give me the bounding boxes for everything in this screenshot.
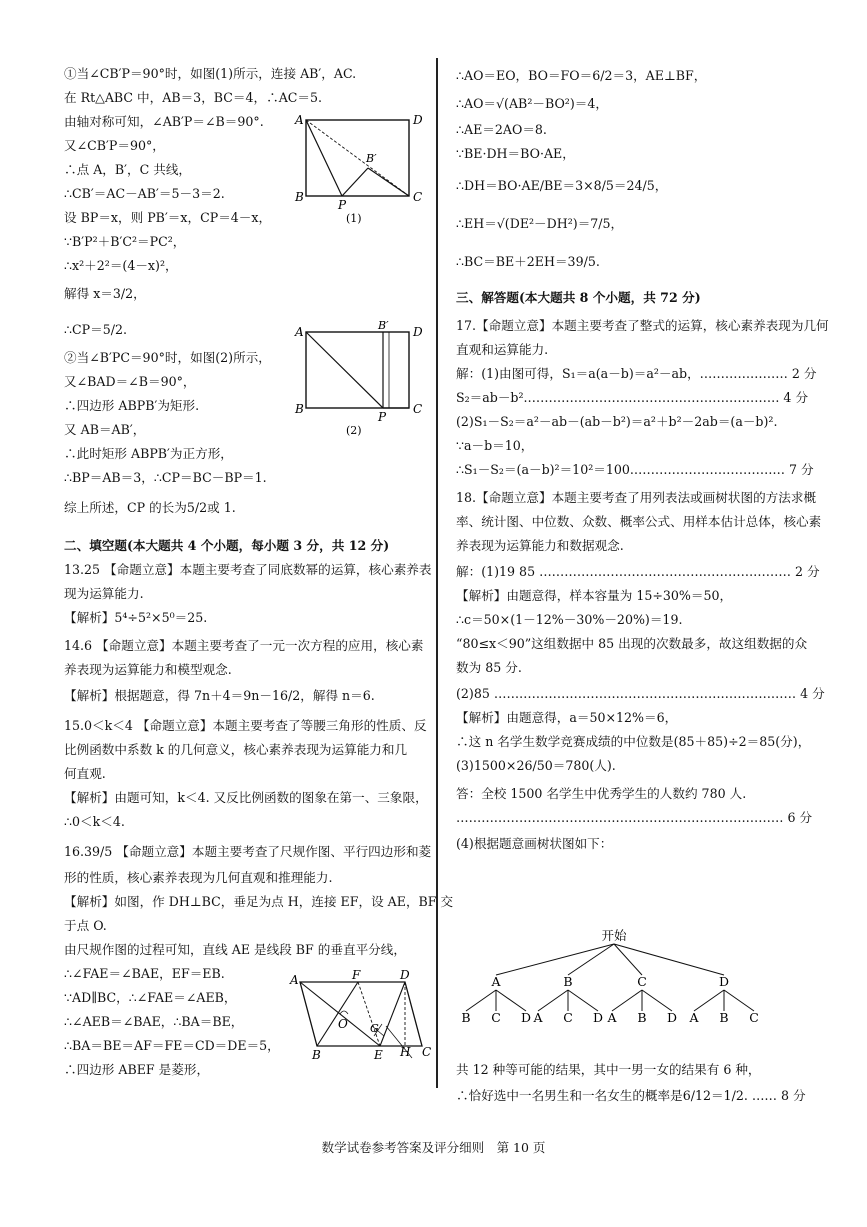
tree-node-level2: A — [689, 1010, 699, 1025]
text-line: 比例函数中系数 k 的几何意义，核心素养表现为运算能力和几 — [64, 742, 408, 757]
tree-edge — [496, 990, 526, 1011]
fig2-caption: (2) — [346, 424, 362, 437]
text-line: ②当∠B′PC＝90°时，如图(2)所示， — [64, 350, 271, 365]
text-line: 解：(1)由图可得，S₁＝a(a－b)＝a²－ab，………………… 2 分 — [456, 366, 817, 381]
fig3-label: H — [400, 1045, 411, 1059]
text-line: ∵AD∥BC，∴∠FAE＝∠AEB， — [64, 990, 237, 1005]
fig3-label: F — [352, 968, 361, 982]
text-line: 现为运算能力. — [64, 586, 144, 601]
text-line: 在 Rt△ABC 中，AB＝3，BC＝4，∴AC＝5. — [64, 90, 323, 105]
fig1-label: B′ — [366, 152, 377, 165]
tree-edge — [466, 990, 496, 1011]
tree-edge — [568, 990, 598, 1011]
fig2-label: B′ — [378, 320, 389, 332]
text-line: 又 AB＝AB′， — [64, 422, 146, 437]
text-line: 17.【命题立意】本题主要考查了整式的运算，核心素养表现为几何 — [456, 318, 829, 333]
text-line: 【解析】5⁴÷5²×5⁰＝25. — [64, 610, 208, 625]
text-line: 解得 x＝3/2， — [64, 286, 146, 301]
column-divider — [436, 58, 438, 1088]
text-line: ①当∠CB′P＝90°时，如图(1)所示，连接 AB′，AC. — [64, 66, 357, 81]
text-line: 数为 85 分. — [456, 660, 522, 675]
fig3-label: G — [370, 1022, 379, 1035]
text-line: ∴此时矩形 ABPB′为正方形， — [64, 446, 233, 461]
text-line: ∴BP＝AB＝3，∴CP＝BC－BP＝1. — [64, 470, 267, 485]
text-line: ∴CP＝5/2. — [64, 322, 127, 337]
tree-node-level2: D — [520, 1010, 532, 1025]
text-line: ∵a－b＝10， — [456, 438, 534, 453]
text-line: “80≤x＜90”这组数据中 85 出现的次数最多，故这组数据的众 — [456, 636, 808, 651]
text-line: 13.25 【命题立意】本题主要考查了同底数幂的运算，核心素养表 — [64, 562, 432, 577]
text-line: ∴这 n 名学生数学竞赛成绩的中位数是(85＋85)÷2＝85(分)， — [456, 734, 811, 749]
text-line: 三、解答题(本大题共 8 个小题，共 72 分) — [456, 290, 701, 305]
text-line: 直观和运算能力. — [456, 342, 549, 357]
text-line: ∴∠FAE＝∠BAE，EF＝EB. — [64, 966, 225, 981]
tree-edge — [496, 944, 614, 975]
text-line: (2)S₁－S₂＝a²－ab－(ab－b²)＝a²＋b²－2ab＝(a－b)². — [456, 414, 778, 429]
figure-3 — [288, 968, 434, 1064]
text-line: (3)1500×26/50＝780(人). — [456, 758, 616, 773]
tree-node-level2: A — [607, 1010, 617, 1025]
fig3-label: O — [338, 1017, 348, 1031]
tree-edge — [568, 944, 614, 975]
text-line: 综上所述，CP 的长为5/2或 1. — [64, 500, 236, 515]
tree-root: 开始 — [601, 928, 627, 943]
fig3-label: D — [400, 968, 410, 982]
tree-edge — [614, 944, 642, 975]
text-line: 由轴对称可知，∠AB′P＝∠B＝90°. — [64, 114, 264, 129]
tree-node-level2: B — [637, 1010, 647, 1025]
tree-node-level1: D — [718, 974, 730, 989]
fig2-label: A — [295, 325, 304, 339]
text-line: 养表现为运算能力和模型观念. — [64, 662, 232, 677]
text-line: 18.【命题立意】本题主要考查了用列表法或画树状图的方法求概 — [456, 490, 817, 505]
text-line: ∴四边形 ABPB′为矩形. — [64, 398, 200, 413]
text-line: ∴点 A，B′，C 共线， — [64, 162, 192, 177]
tree-edge — [614, 944, 724, 975]
text-line: ∴AO＝EO，BO＝FO＝6/2＝3，AE⊥BF， — [456, 68, 707, 83]
text-line: ∴AO＝√(AB²－BO²)＝4， — [456, 96, 608, 111]
text-line: 【解析】如图，作 DH⊥BC，垂足为点 H，连接 EF，设 AE，BF 交 — [64, 894, 454, 909]
fig1-label: D — [413, 113, 423, 127]
text-line: 何直观. — [64, 766, 106, 781]
fig1-label: P — [338, 198, 347, 212]
text-line: ∴0＜k＜4. — [64, 814, 125, 829]
tree-edge — [642, 990, 672, 1011]
text-line: 又∠CB′P＝90°， — [64, 138, 165, 153]
text-line: (2)85 ……………………………………………………………… 4 分 — [456, 686, 825, 701]
fig1-label: A — [295, 113, 304, 127]
text-line: 答：全校 1500 名学生中优秀学生的人数约 780 人. — [456, 786, 747, 801]
text-line: 由尺规作图的过程可知，直线 AE 是线段 BF 的垂直平分线， — [64, 942, 406, 957]
text-line: ∴BA＝BE＝AF＝FE＝CD＝DE＝5， — [64, 1038, 280, 1053]
text-line: (4)根据题意画树状图如下： — [456, 836, 613, 851]
text-line: 又∠BAD＝∠B＝90°， — [64, 374, 196, 389]
tree-node-level1: B — [563, 974, 573, 989]
fig2-label: P — [378, 410, 387, 424]
figure-1 — [292, 108, 430, 228]
text-line: 【解析】由题意得，样本容量为 15÷30%＝50， — [456, 588, 733, 603]
fig3-label: E — [374, 1048, 383, 1062]
tree-edge — [612, 990, 642, 1011]
fig2-label: B — [295, 402, 304, 416]
tree-diagram — [456, 928, 826, 1030]
text-line: 于点 O. — [64, 918, 107, 933]
tree-edge — [538, 990, 568, 1011]
page-footer: 数学试卷参考答案及评分细则 第 10 页 — [321, 1140, 546, 1155]
text-line: ∵BE·DH＝BO·AE， — [456, 146, 575, 161]
tree-node-level2: D — [666, 1010, 678, 1025]
text-line: ∴c＝50×(1－12%－30%－20%)＝19. — [456, 612, 683, 627]
tree-node-level2: C — [491, 1010, 501, 1025]
text-line: 【解析】根据题意，得 7n＋4＝9n－16/2，解得 n＝6. — [64, 688, 375, 703]
figure-2 — [292, 320, 430, 440]
text-line: S₂＝ab－b².…………………………………………………… 4 分 — [456, 390, 809, 405]
tree-node-level1: C — [637, 974, 647, 989]
fig3-label: B — [312, 1048, 321, 1062]
text-line: 15.0＜k＜4 【命题立意】本题主要考查了等腰三角形的性质、反 — [64, 718, 427, 733]
text-line: ∴DH＝BO·AE/BE＝3×8/5＝24/5， — [456, 178, 668, 193]
text-line: ∴EH＝√(DE²－DH²)＝7/5， — [456, 216, 624, 231]
fig2-label: C — [413, 402, 423, 416]
tree-edge — [694, 990, 724, 1011]
text-line: ∴CB′＝AC－AB′＝5－3＝2. — [64, 186, 225, 201]
text-line: 【解析】由题可知，k＜4. 又反比例函数的图象在第一、三象限， — [64, 790, 428, 805]
fig3-label: C — [422, 1045, 432, 1059]
fig1-label: C — [413, 190, 423, 204]
tree-edge — [724, 990, 754, 1011]
text-line: 养表现为运算能力和数据观念. — [456, 538, 624, 553]
text-line: 14.6 【命题立意】本题主要考查了一元一次方程的应用，核心素 — [64, 638, 424, 653]
text-line: ∵B′P²＋B′C²＝PC²， — [64, 234, 186, 249]
tree-node-level2: B — [461, 1010, 471, 1025]
text-line: 16.39/5 【命题立意】本题主要考查了尺规作图、平行四边形和菱 — [64, 844, 432, 859]
tree-node-level1: A — [491, 974, 501, 989]
tree-node-level2: A — [533, 1010, 543, 1025]
text-line: ∴AE＝2AO＝8. — [456, 122, 547, 137]
tree-node-level2: C — [749, 1010, 759, 1025]
text-line: 设 BP＝x，则 PB′＝x，CP＝4－x， — [64, 210, 272, 225]
text-line: ∴x²＋2²＝(4－x)²， — [64, 258, 178, 273]
text-line: …………………………………………………………………… 6 分 — [456, 810, 813, 825]
fig1-caption: (1) — [346, 212, 362, 225]
text-line: 解：(1)19 85 …………………………………………………… 2 分 — [456, 564, 820, 579]
text-line: ∴S₁－S₂＝(a－b)²＝10²＝100.……………………………… 7 分 — [456, 462, 814, 477]
text-line: ∴∠AEB＝∠BAE，∴BA＝BE， — [64, 1014, 244, 1029]
tree-node-level2: B — [719, 1010, 729, 1025]
text-line: ∴四边形 ABEF 是菱形， — [64, 1062, 210, 1077]
text-line: 形的性质，核心素养表现为几何直观和推理能力. — [64, 870, 333, 885]
text-line: 率、统计图、中位数、众数、概率公式、用样本估计总体，核心素 — [456, 514, 822, 529]
text-line: ∴恰好选中一名男生和一名女生的概率是6/12＝1/2. …… 8 分 — [456, 1088, 806, 1103]
tree-node-level2: C — [563, 1010, 573, 1025]
fig3-label: A — [290, 973, 299, 987]
text-line: 共 12 种等可能的结果，其中一男一女的结果有 6 种， — [456, 1062, 761, 1077]
text-line: ∴BC＝BE＋2EH＝39/5. — [456, 254, 600, 269]
text-line: 【解析】由题意得，a＝50×12%＝6， — [456, 710, 678, 725]
fig1-label: B — [295, 190, 304, 204]
fig2-label: D — [413, 325, 423, 339]
text-line: 二、填空题(本大题共 4 个小题，每小题 3 分，共 12 分) — [64, 538, 390, 553]
tree-node-level2: D — [592, 1010, 604, 1025]
